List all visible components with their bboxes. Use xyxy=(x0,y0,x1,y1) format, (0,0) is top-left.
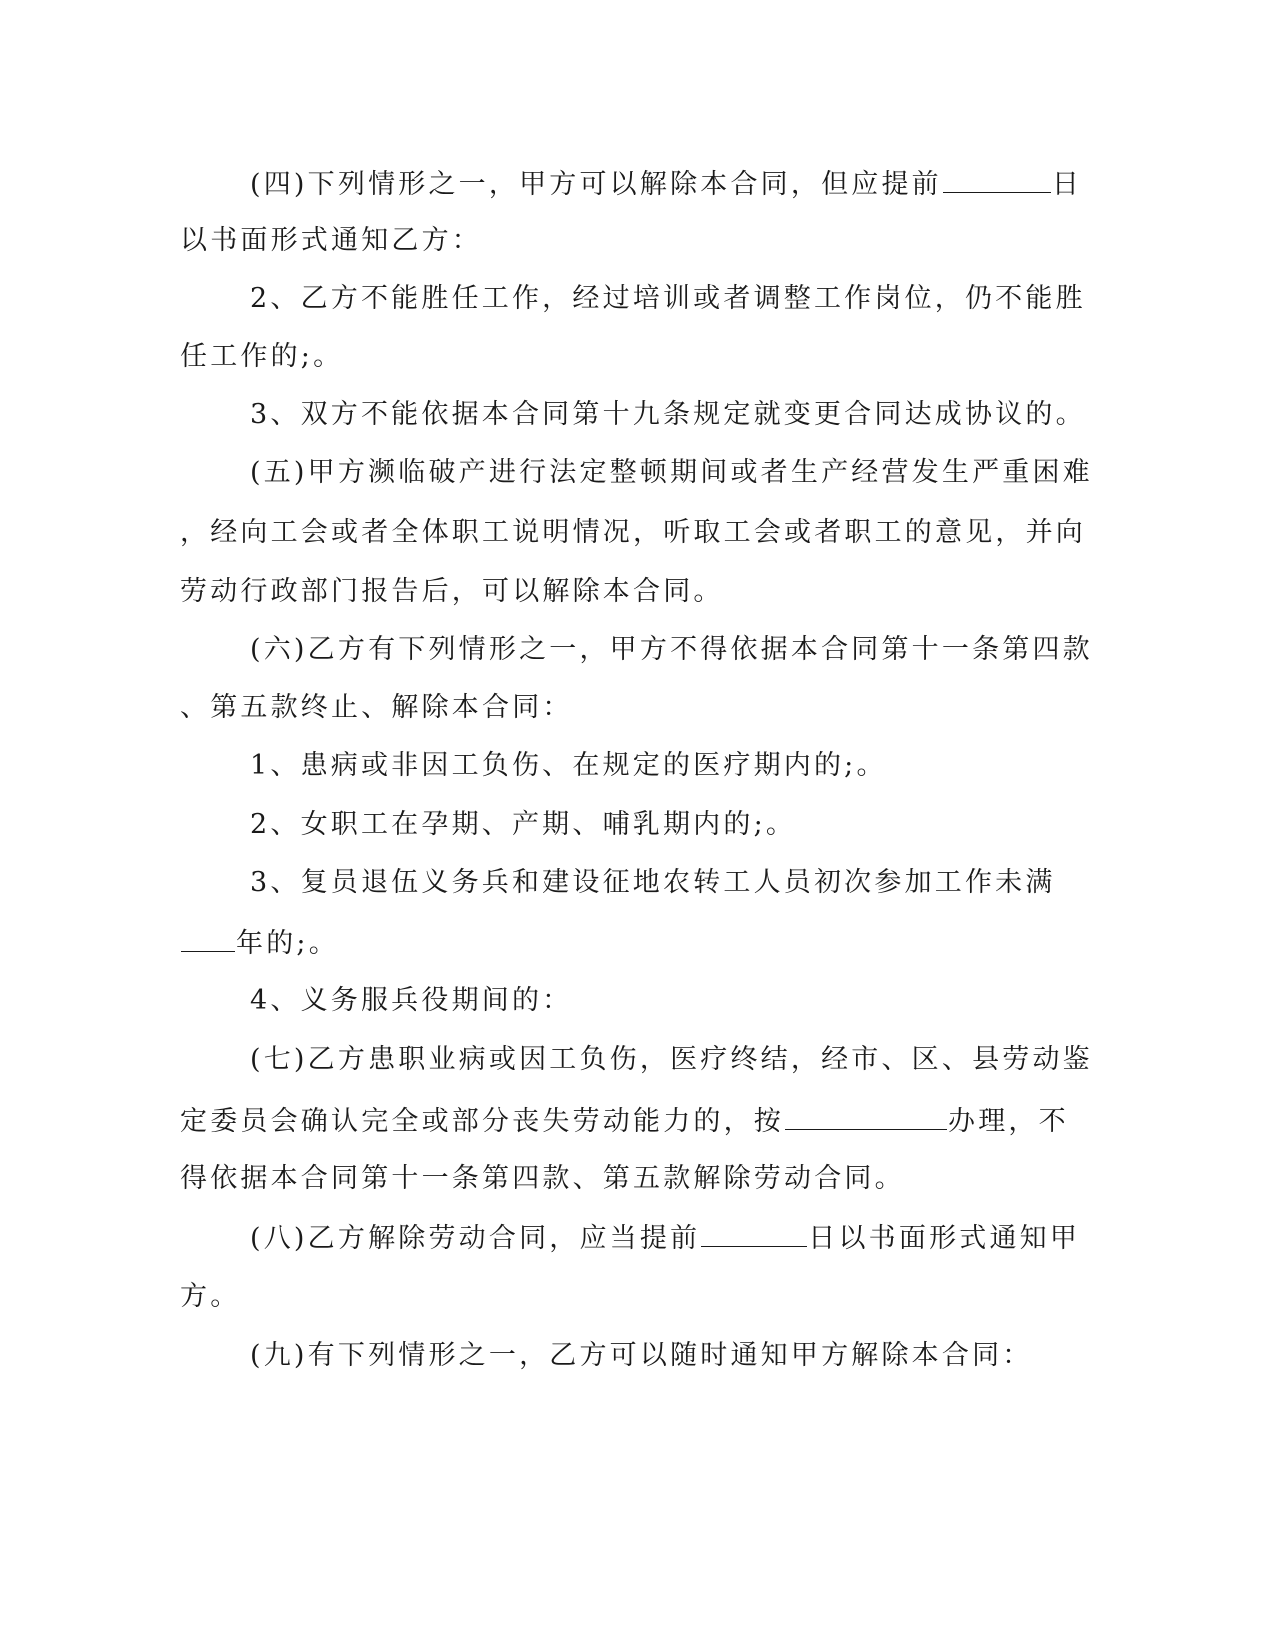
paragraph-7-line-1: (七)乙方患职业病或因工负伤，医疗终结，经市、区、县劳动鉴 xyxy=(250,1044,1093,1075)
text-segment: (八)乙方解除劳动合同，应当提前 xyxy=(250,1223,701,1254)
fill-blank xyxy=(181,925,235,952)
item-3-line-1b: 3、复员退伍义务兵和建设征地农转工人员初次参加工作未满 xyxy=(250,867,1056,898)
item-4: 4、义务服兵役期间的： xyxy=(250,985,573,1016)
paragraph-6-line-1: (六)乙方有下列情形之一，甲方不得依据本合同第十一条第四款 xyxy=(250,634,1093,665)
paragraph-9-line-1: (九)有下列情形之一，乙方可以随时通知甲方解除本合同： xyxy=(250,1340,1033,1371)
paragraph-6-line-2: 、第五款终止、解除本合同： xyxy=(180,692,573,723)
item-2-line-2: 任工作的;。 xyxy=(180,341,344,372)
text-segment: 办理，不 xyxy=(948,1106,1069,1137)
paragraph-5-line-1: (五)甲方濒临破产进行法定整顿期间或者生产经营发生严重困难 xyxy=(250,457,1093,488)
text-segment: (四)下列情形之一，甲方可以解除本合同，但应提前 xyxy=(250,169,942,200)
fill-blank xyxy=(701,1220,807,1247)
paragraph-4-line-1 xyxy=(250,166,1082,202)
text-segment: 日以书面形式通知甲 xyxy=(808,1223,1081,1254)
paragraph-4-line-2: 以书面形式通知乙方： xyxy=(180,225,482,256)
text-segment: 年的;。 xyxy=(236,928,339,959)
item-3-line-1: 3、双方不能依据本合同第十九条规定就变更合同达成协议的。 xyxy=(250,399,1086,430)
fill-blank xyxy=(943,166,1051,193)
text-segment: 定委员会确认完全或部分丧失劳动能力的，按 xyxy=(180,1106,784,1137)
paragraph-5-line-3: 劳动行政部门报告后，可以解除本合同。 xyxy=(180,576,724,607)
item-1: 1、患病或非因工负伤、在规定的医疗期内的;。 xyxy=(250,750,887,781)
item-2: 2、女职工在孕期、产期、哺乳期内的;。 xyxy=(250,809,797,840)
text-segment: 日 xyxy=(1051,169,1083,200)
paragraph-7-line-2 xyxy=(180,1103,1069,1139)
paragraph-5-line-2: ，经向工会或者全体职工说明情况，听取工会或者职工的意见，并向 xyxy=(180,517,1086,548)
paragraph-7-line-3: 得依据本合同第十一条第四款、第五款解除劳动合同。 xyxy=(180,1163,905,1194)
fill-blank xyxy=(785,1103,947,1130)
paragraph-8-line-2: 方。 xyxy=(180,1281,241,1312)
item-2-line-1: 2、乙方不能胜任工作，经过培训或者调整工作岗位，仍不能胜 xyxy=(250,283,1086,314)
paragraph-8-line-1 xyxy=(250,1220,1080,1256)
item-3-line-2b xyxy=(180,925,339,961)
